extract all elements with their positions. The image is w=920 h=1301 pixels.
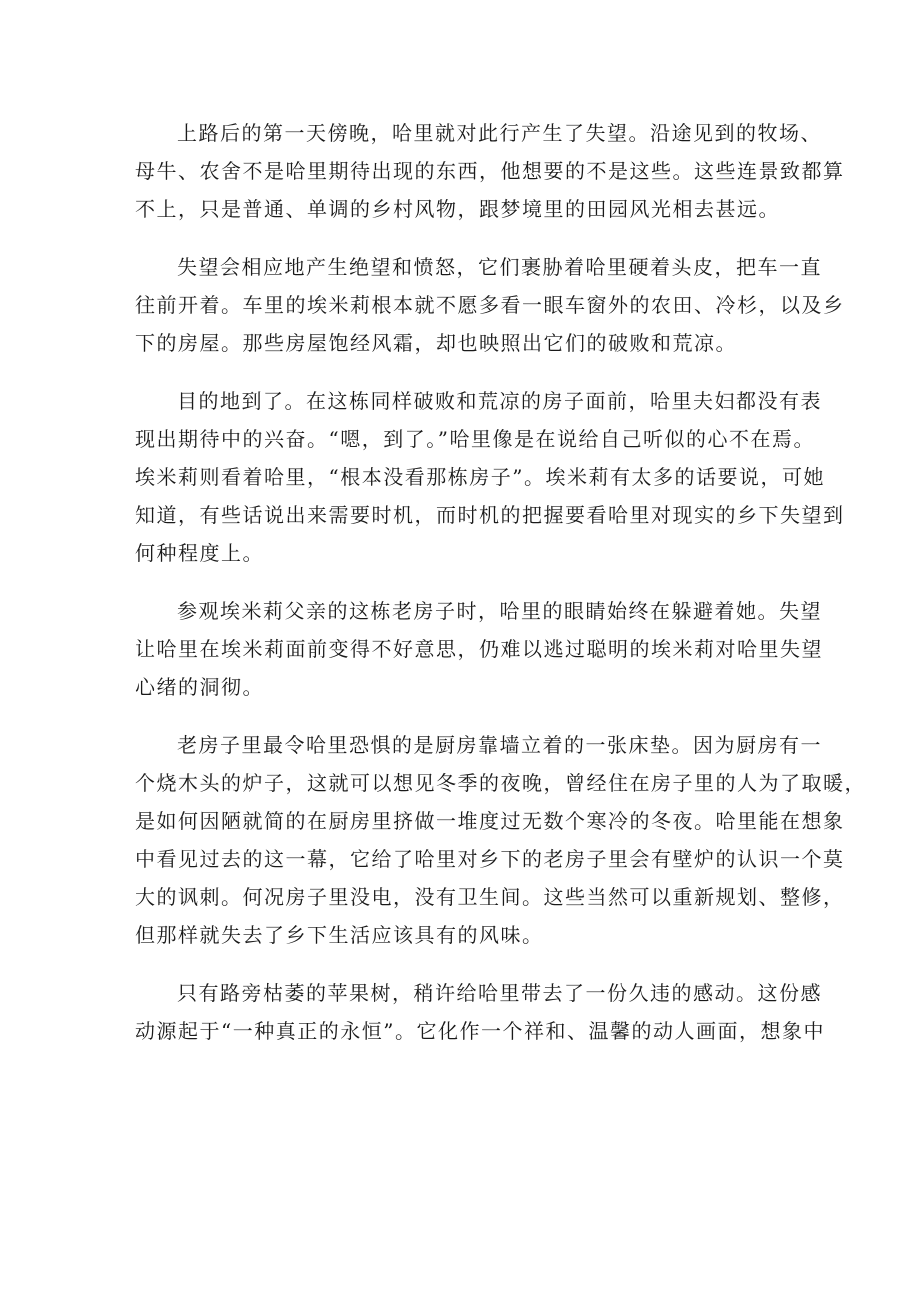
text-line: 大的讽刺。何况房子里没电，没有卫生间。这些当然可以重新规划、整修，: [135, 885, 845, 909]
text-line: 动源起于“一种真正的永恒”。它化作一个祥和、温馨的动人画面，想象中: [135, 1019, 825, 1043]
text-line: 上路后的第一天傍晚，哈里就对此行产生了失望。沿途见到的牧场、: [177, 121, 822, 145]
text-line: 现出期待中的兴奋。“嗯，到了。”哈里像是在说给自己听似的心不在焉。: [135, 427, 815, 451]
text-line: 让哈里在埃米莉面前变得不好意思，仍难以逃过聪明的埃米莉对哈里失望: [135, 637, 823, 661]
text-line: 但那样就失去了乡下生活应该具有的风味。: [135, 923, 544, 947]
paragraph-4: [135, 592, 823, 706]
text-line: 失望会相应地产生绝望和愤怒，它们裹胁着哈里硬着头皮，把车一直: [177, 255, 822, 279]
text-line: 埃米莉则看着哈里，“根本没看那栋房子”。埃米莉有太多的话要说，可她: [135, 465, 825, 489]
text-line: 是如何因陋就简的在厨房里挤做一堆度过无数个寒冷的冬夜。哈里能在想象: [135, 809, 845, 833]
paragraph-6: [135, 974, 825, 1050]
text-line: 个烧木头的炉子，这就可以想见冬季的夜晚，曾经住在房子里的人为了取暖，: [135, 771, 866, 795]
text-line: 不上，只是普通、单调的乡村风物，跟梦境里的田园风光相去甚远。: [135, 197, 780, 221]
text-line: 目的地到了。在这栋同样破败和荒凉的房子面前，哈里夫妇都没有表: [177, 389, 822, 413]
paragraph-3: [135, 382, 845, 572]
text-line: 中看见过去的这一幕，它给了哈里对乡下的老房子里会有壁炉的认识一个莫: [135, 847, 845, 871]
text-line: 知道，有些话说出来需要时机，而时机的把握要看哈里对现实的乡下失望到: [135, 503, 845, 527]
text-line: 心绪的洞彻。: [135, 675, 264, 699]
paragraph-2: [135, 248, 845, 362]
text-line: 只有路旁枯萎的苹果树，稍许给哈里带去了一份久违的感动。这份感: [177, 981, 822, 1005]
text-line: 母牛、农舍不是哈里期待出现的东西，他想要的不是这些。这些连景致都算: [135, 159, 845, 183]
text-line: 往前开着。车里的埃米莉根本就不愿多看一眼车窗外的农田、冷杉，以及乡: [135, 293, 845, 317]
text-line: 老房子里最令哈里恐惧的是厨房靠墙立着的一张床垫。因为厨房有一: [177, 733, 822, 757]
text-line: 下的房屋。那些房屋饱经风霜，却也映照出它们的破败和荒凉。: [135, 331, 737, 355]
text-line: 何种程度上。: [135, 541, 264, 565]
text-line: 参观埃米莉父亲的这栋老房子时，哈里的眼睛始终在躲避着她。失望: [177, 599, 822, 623]
paragraph-5: [135, 726, 866, 954]
document-body: [135, 114, 866, 1070]
paragraph-1: [135, 114, 845, 228]
